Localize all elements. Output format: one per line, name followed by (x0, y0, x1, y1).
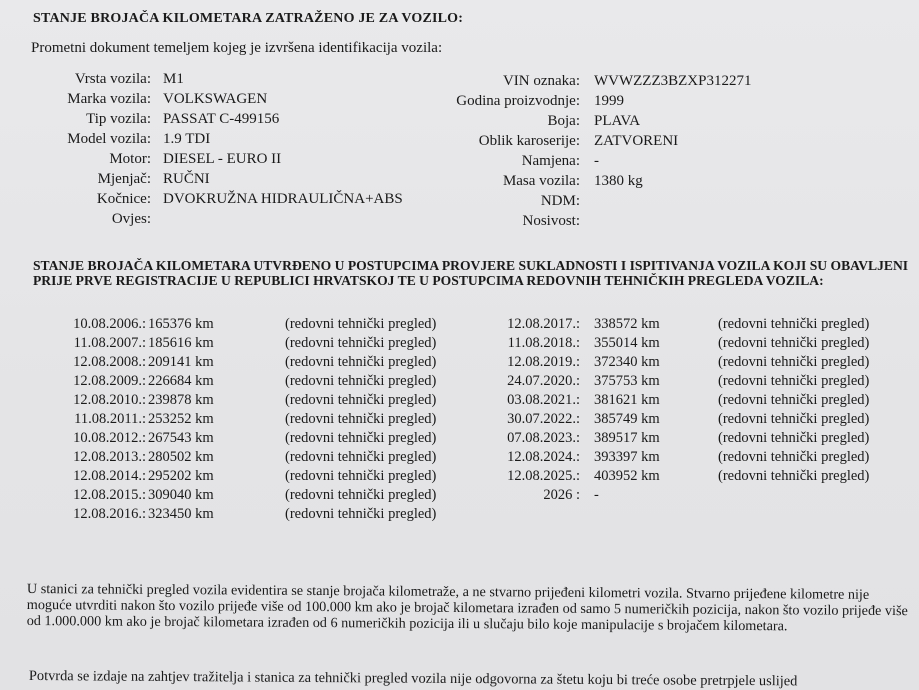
odometer-km: 403952 km (594, 468, 660, 484)
vehicle-field-value: PLAVA (594, 113, 641, 129)
odometer-date: 11.08.2018.: (507, 335, 580, 351)
odometer-date: 10.08.2012.: (73, 430, 146, 446)
disclaimer-paragraph: U stanici za tehnički pregled vozila evidentira se stanje brojača kilometraže, a ne stvarno prijeđeni kilometri vozila. Stvarno prijeđene kilometre nije moguće utvrditi nakon što vozilo prijeđe više od 100.000 km ako je brojač kilometara izrađen od samo 5 numeričkih pozicija, nakon što vozilo prijeđe više od 1.000.000 km ako je brojač kilometara izrađen od 6 numeričkih pozicija ili u slučaju bilo koje manipulacije s brojačem kilometara. (26, 581, 908, 635)
odometer-date: 12.08.2019.: (507, 354, 580, 370)
odometer-note: (redovni tehnički pregled) (718, 411, 870, 427)
odometer-km: 226684 km (148, 373, 214, 389)
vehicle-field-label: Motor: (109, 151, 151, 167)
odometer-note: (redovni tehnički pregled) (718, 430, 870, 446)
vehicle-field-value: WVWZZZ3BZXP312271 (594, 73, 752, 89)
odometer-note: (redovni tehnički pregled) (718, 392, 870, 408)
odometer-note: (redovni tehnički pregled) (718, 468, 870, 484)
odometer-note: (redovni tehnički pregled) (718, 373, 870, 389)
odometer-note: (redovni tehnički pregled) (285, 487, 437, 503)
odometer-date: 03.08.2021.: (507, 392, 580, 408)
odometer-km: 185616 km (148, 335, 214, 351)
odometer-date: 11.08.2007.: (73, 335, 146, 351)
vehicle-field-label: Tip vozila: (86, 111, 151, 127)
vehicle-field-label: VIN oznaka: (502, 73, 580, 89)
odometer-km: 389517 km (594, 430, 660, 446)
odometer-km: 239878 km (148, 392, 214, 408)
odometer-km: 309040 km (148, 487, 214, 503)
vehicle-field-value: DVOKRUŽNA HIDRAULIČNA+ABS (163, 191, 403, 207)
odometer-note: (redovni tehnički pregled) (285, 392, 437, 408)
vehicle-left-labels (20, 69, 151, 229)
vehicle-field-label: Namjena: (521, 153, 580, 169)
odometer-dates-right (470, 315, 580, 505)
vehicle-field-value: 1380 kg (594, 173, 643, 189)
odometer-note: (redovni tehnički pregled) (718, 449, 870, 465)
odometer-date: 12.08.2008.: (73, 354, 146, 370)
odometer-date: 12.08.2025.: (507, 468, 580, 484)
vehicle-field-value (594, 191, 751, 211)
odometer-note: (redovni tehnički pregled) (285, 411, 437, 427)
odometer-note: (redovni tehnički pregled) (285, 468, 437, 484)
vehicle-field-label: Mjenjač: (97, 171, 151, 187)
odometer-date: 12.08.2010.: (73, 392, 146, 408)
odometer-date: 07.08.2023.: (507, 430, 580, 446)
odometer-date: 12.08.2009.: (73, 373, 146, 389)
odometer-km: - (594, 487, 599, 503)
request-heading: STANJE BROJAČA KILOMETARA ZATRAŽENO JE ZA VOZILO: (33, 11, 464, 26)
odometer-km: 355014 km (594, 335, 660, 351)
vehicle-field-value: 1999 (594, 93, 624, 109)
vehicle-field-value: VOLKSWAGEN (163, 91, 268, 107)
identification-subheading: Prometni dokument temeljem kojeg je izvršena identifikacija vozila: (31, 40, 443, 56)
odometer-date: 2026 : (543, 487, 580, 503)
odometer-km: 381621 km (594, 392, 660, 408)
odometer-note: (redovni tehnički pregled) (285, 316, 437, 332)
odometer-note: (redovni tehnički pregled) (285, 335, 437, 351)
vehicle-field-label: NDM: (540, 193, 580, 209)
odometer-km: 280502 km (148, 449, 214, 465)
vehicle-field-value: RUČNI (163, 171, 210, 187)
odometer-note: (redovni tehnički pregled) (285, 373, 437, 389)
vehicle-field-label: Kočnice: (96, 191, 151, 207)
vehicle-field-value (163, 209, 403, 229)
vehicle-right-values (594, 71, 751, 231)
issuance-paragraph: Potvrda se izdaje na zahtjev tražitelja i stanica za tehnički pregled vozila nije odgovorna za štetu koju bi treće osobe pretrpjele uslijed (28, 668, 798, 690)
odometer-km-left (148, 315, 214, 524)
vehicle-right-labels (420, 71, 580, 231)
vehicle-field-value: PASSAT C-499156 (163, 111, 280, 127)
odometer-note: (redovni tehnički pregled) (285, 354, 437, 370)
vehicle-field-label: Oblik karoserije: (478, 133, 580, 149)
odometer-date: 12.08.2024.: (507, 449, 580, 465)
odometer-km: 253252 km (148, 411, 214, 427)
vehicle-field-value: - (594, 153, 599, 169)
odometer-km: 323450 km (148, 506, 214, 522)
odometer-note: (redovni tehnički pregled) (718, 316, 870, 332)
odometer-km: 385749 km (594, 411, 660, 427)
odometer-dates-left (40, 315, 146, 524)
vehicle-field-value: M1 (163, 71, 184, 87)
odometer-notes-right (718, 315, 869, 505)
odometer-note: (redovni tehnički pregled) (718, 335, 870, 351)
odometer-notes-left (285, 315, 436, 524)
vehicle-field-label: Marka vozila: (67, 91, 151, 107)
vehicle-field-label: Model vozila: (67, 131, 151, 147)
odometer-date: 12.08.2016.: (73, 506, 146, 522)
vehicle-field-label: Nosivost: (522, 213, 580, 229)
odometer-date: 30.07.2022.: (507, 411, 580, 427)
odometer-date: 11.08.2011.: (74, 411, 146, 427)
odometer-km: 393397 km (594, 449, 660, 465)
odometer-km: 165376 km (148, 316, 214, 332)
odometer-section-heading: STANJE BROJAČA KILOMETARA UTVRĐENO U POSTUPCIMA PROVJERE SUKLADNOSTI I ISPITIVANJA VOZILA KOJI SU OBAVLJENI PRIJE PRVE REGISTRACIJE U REPUBLICI HRVATSKOJ TE U POSTUPCIMA REDOVNIH TEHNIČKIH PREGLEDA VOZILA: (33, 258, 909, 288)
vehicle-field-label: Boja: (547, 113, 580, 129)
odometer-note: (redovni tehnički pregled) (285, 430, 437, 446)
odometer-date: 12.08.2013.: (73, 449, 146, 465)
vehicle-left-values (163, 69, 403, 229)
vehicle-field-label: Godina proizvodnje: (456, 93, 580, 109)
vehicle-field-label: Vrsta vozila: (74, 71, 151, 87)
odometer-km-right (594, 315, 660, 505)
odometer-date: 12.08.2014.: (73, 468, 146, 484)
odometer-date: 12.08.2015.: (73, 487, 146, 503)
odometer-km: 375753 km (594, 373, 660, 389)
vehicle-field-value: 1.9 TDI (163, 131, 211, 147)
odometer-note (718, 486, 869, 505)
odometer-km: 372340 km (594, 354, 660, 370)
vehicle-field-label: Masa vozila: (502, 173, 580, 189)
vehicle-field-value: DIESEL - EURO II (163, 151, 282, 167)
odometer-note: (redovni tehnički pregled) (718, 354, 870, 370)
odometer-date: 24.07.2020.: (507, 373, 580, 389)
odometer-note: (redovni tehnički pregled) (285, 506, 437, 522)
vehicle-field-label: Ovjes: (111, 211, 151, 227)
odometer-km: 267543 km (148, 430, 214, 446)
odometer-km: 295202 km (148, 468, 214, 484)
odometer-date: 12.08.2017.: (507, 316, 580, 332)
odometer-km: 209141 km (148, 354, 214, 370)
odometer-note: (redovni tehnički pregled) (285, 449, 437, 465)
vehicle-field-value (594, 211, 751, 231)
vehicle-field-value: ZATVORENI (594, 133, 679, 149)
odometer-km: 338572 km (594, 316, 660, 332)
odometer-date: 10.08.2006.: (73, 316, 146, 332)
